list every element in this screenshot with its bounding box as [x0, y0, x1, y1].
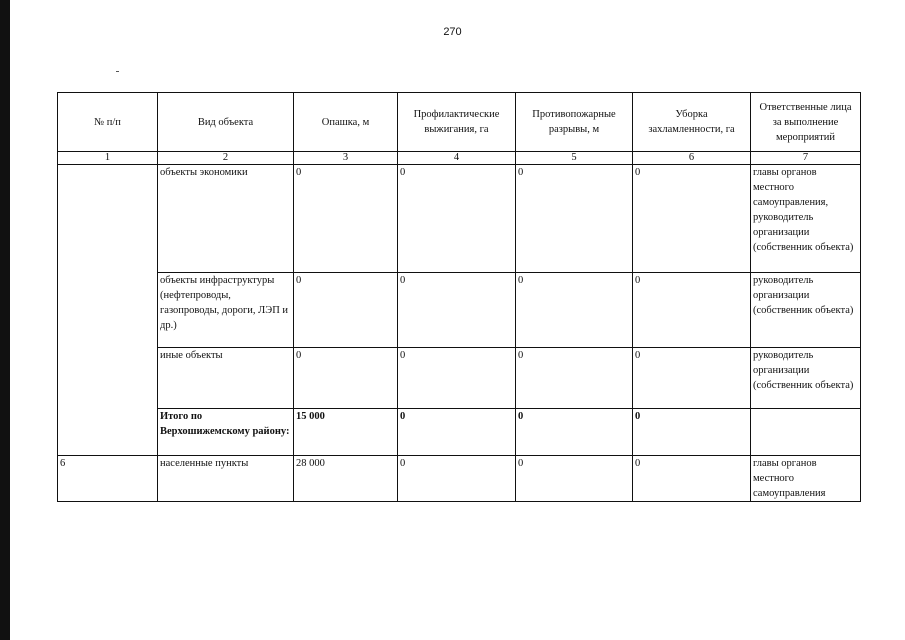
burning-cell: 0: [398, 165, 516, 273]
fire-breaks-cell: 0: [516, 348, 633, 409]
scan-edge-bar: [0, 0, 10, 640]
table-row: [58, 348, 861, 409]
responsible-cell: главы органов местного самоуправления: [751, 456, 861, 502]
table-row: [58, 456, 861, 502]
column-number: 4: [398, 152, 516, 165]
total-responsible-cell: [751, 409, 861, 456]
cleanup-cell: 0: [633, 165, 751, 273]
table-row: [58, 165, 861, 273]
total-label-cell: Итого по Верхошижемскому району:: [158, 409, 294, 456]
column-number: 7: [751, 152, 861, 165]
page-number: 270: [443, 26, 462, 38]
column-numbers-row: [58, 152, 861, 165]
header-debris-cleanup: Уборка захламленности, га: [633, 93, 751, 152]
burning-cell: 0: [398, 456, 516, 502]
item-number-cell: [58, 165, 158, 456]
total-row: [58, 409, 861, 456]
cleanup-cell: 0: [633, 348, 751, 409]
cleanup-cell: 0: [633, 273, 751, 348]
plowing-cell: 0: [294, 348, 398, 409]
responsible-cell: руководитель организации (собственник объекта): [751, 348, 861, 409]
object-type-cell: объекты экономики: [158, 165, 294, 273]
plowing-cell: 0: [294, 165, 398, 273]
fire-breaks-cell: 0: [516, 165, 633, 273]
responsible-cell: главы органов местного самоуправления, руководитель организации (собственник объекта): [751, 165, 861, 273]
item-number-cell: 6: [58, 456, 158, 502]
header-plowing: Опашка, м: [294, 93, 398, 152]
burning-cell: 0: [398, 273, 516, 348]
header-responsible: Ответственные лица за выполнение мероприятий: [751, 93, 861, 152]
column-number: 2: [158, 152, 294, 165]
plowing-cell: 28 000: [294, 456, 398, 502]
total-burning-cell: 0: [398, 409, 516, 456]
header-row: [58, 93, 861, 152]
total-cleanup-cell: 0: [633, 409, 751, 456]
column-number: 6: [633, 152, 751, 165]
fire-prevention-table: [57, 92, 861, 502]
column-number: 3: [294, 152, 398, 165]
total-fire-breaks-cell: 0: [516, 409, 633, 456]
header-object-type: Вид объекта: [158, 93, 294, 152]
table-row: [58, 273, 861, 348]
header-fire-breaks: Противопожарные разрывы, м: [516, 93, 633, 152]
burning-cell: 0: [398, 348, 516, 409]
header-preventive-burning: Профилактические выжигания, га: [398, 93, 516, 152]
scan-speck: [116, 71, 119, 72]
total-plowing-cell: 15 000: [294, 409, 398, 456]
object-type-cell: иные объекты: [158, 348, 294, 409]
responsible-cell: руководитель организации (собственник объекта): [751, 273, 861, 348]
object-type-cell: объекты инфраструктуры (нефтепроводы, газопроводы, дороги, ЛЭП и др.): [158, 273, 294, 348]
plowing-cell: 0: [294, 273, 398, 348]
header-item-number: № п/п: [58, 93, 158, 152]
column-number: 1: [58, 152, 158, 165]
cleanup-cell: 0: [633, 456, 751, 502]
column-number: 5: [516, 152, 633, 165]
object-type-cell: населенные пункты: [158, 456, 294, 502]
fire-breaks-cell: 0: [516, 273, 633, 348]
fire-breaks-cell: 0: [516, 456, 633, 502]
